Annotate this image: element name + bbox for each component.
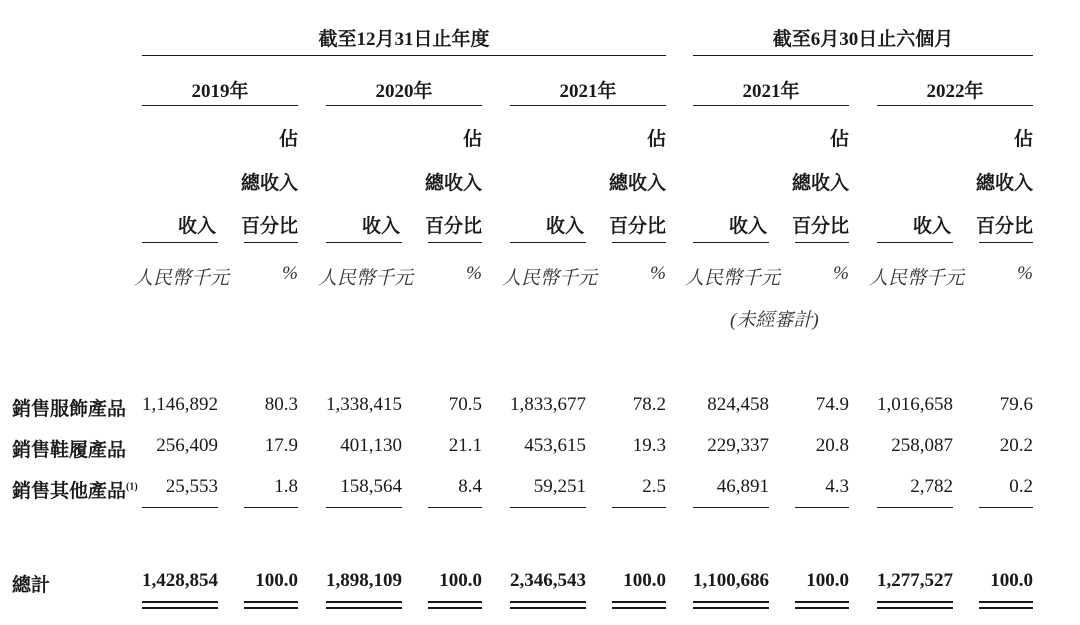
total-rule bbox=[795, 601, 849, 603]
row-label-text: 銷售鞋履產品 bbox=[12, 440, 127, 461]
subtotal-rule bbox=[326, 507, 402, 508]
revenue-header: 收入 bbox=[912, 216, 951, 237]
pct-header-line2: 總收入 bbox=[608, 173, 666, 194]
total-rule bbox=[693, 607, 769, 609]
table-cell: 19.3 bbox=[632, 435, 666, 456]
table-cell: 59,251 bbox=[533, 476, 586, 497]
table-cell: 229,337 bbox=[707, 435, 769, 456]
table-cell: 74.9 bbox=[815, 394, 849, 415]
subtotal-rule bbox=[979, 507, 1033, 508]
total-cell: 1,898,109 bbox=[326, 570, 402, 591]
pct-header-rule bbox=[795, 242, 849, 243]
pct-header-line3: 百分比 bbox=[975, 216, 1033, 237]
table-cell: 20.8 bbox=[815, 435, 849, 456]
subtotal-rule bbox=[612, 507, 666, 508]
table-cell: 1,833,677 bbox=[510, 394, 586, 415]
table-cell: 70.5 bbox=[448, 394, 482, 415]
table-cell: 453,615 bbox=[524, 435, 586, 456]
subtotal-rule bbox=[142, 507, 218, 508]
table-cell: 256,409 bbox=[156, 435, 218, 456]
pct-header-line2: 總收入 bbox=[975, 173, 1033, 194]
pct-header-line3: 百分比 bbox=[424, 216, 482, 237]
total-cell: 100.0 bbox=[806, 570, 849, 591]
subtotal-rule bbox=[795, 507, 849, 508]
row-label bbox=[12, 476, 138, 503]
total-rule bbox=[510, 607, 586, 609]
group-header-interim: 截至6月30日止六個月 bbox=[772, 29, 954, 50]
pct-header-line3: 百分比 bbox=[608, 216, 666, 237]
table-cell: 17.9 bbox=[264, 435, 298, 456]
table-cell: 25,553 bbox=[165, 476, 218, 497]
subtotal-rule bbox=[244, 507, 298, 508]
total-rule bbox=[693, 601, 769, 603]
row-label bbox=[12, 435, 126, 462]
total-rule bbox=[510, 601, 586, 603]
pct-header-rule bbox=[612, 242, 666, 243]
table-cell: 401,130 bbox=[340, 435, 402, 456]
pct-unit: % bbox=[1017, 263, 1033, 284]
table-cell: 80.3 bbox=[264, 394, 298, 415]
total-rule bbox=[795, 607, 849, 609]
total-rule bbox=[326, 607, 402, 609]
total-rule bbox=[428, 607, 482, 609]
table-cell: 2,782 bbox=[910, 476, 953, 497]
year-header: 2020年 bbox=[375, 81, 433, 102]
table-cell: 258,087 bbox=[891, 435, 953, 456]
unaudited-note: (未經審計) bbox=[730, 310, 819, 331]
revenue-header: 收入 bbox=[728, 216, 767, 237]
pct-header-rule bbox=[428, 242, 482, 243]
table-cell: 78.2 bbox=[632, 394, 666, 415]
row-label-text: 銷售其他產品 bbox=[12, 481, 127, 502]
revenue-unit: 人民幣千元 bbox=[318, 268, 414, 289]
total-rule bbox=[142, 601, 218, 603]
table-cell: 1,146,892 bbox=[142, 394, 218, 415]
total-rule bbox=[428, 601, 482, 603]
total-rule bbox=[979, 601, 1033, 603]
total-rule bbox=[612, 607, 666, 609]
total-rule bbox=[326, 601, 402, 603]
total-cell: 1,428,854 bbox=[142, 570, 218, 591]
total-cell: 1,277,527 bbox=[877, 570, 953, 591]
revenue-header: 收入 bbox=[361, 216, 400, 237]
table-cell: 158,564 bbox=[340, 476, 402, 497]
total-cell: 100.0 bbox=[255, 570, 298, 591]
pct-unit: % bbox=[833, 263, 849, 284]
table-cell: 8.4 bbox=[458, 476, 482, 497]
revenue-header-rule bbox=[877, 242, 953, 243]
pct-unit: % bbox=[282, 263, 298, 284]
revenue-unit: 人民幣千元 bbox=[502, 268, 598, 289]
total-rule bbox=[612, 601, 666, 603]
row-label bbox=[12, 394, 126, 421]
pct-unit: % bbox=[650, 263, 666, 284]
year-header: 2022年 bbox=[926, 81, 984, 102]
revenue-header-rule bbox=[693, 242, 769, 243]
group-header-annual: 截至12月31日止年度 bbox=[318, 29, 490, 50]
pct-unit: % bbox=[466, 263, 482, 284]
footnote-marker: (1) bbox=[126, 481, 138, 493]
total-rule bbox=[877, 601, 953, 603]
total-cell: 100.0 bbox=[439, 570, 482, 591]
total-rule bbox=[142, 607, 218, 609]
table-cell: 1.8 bbox=[274, 476, 298, 497]
subtotal-rule bbox=[428, 507, 482, 508]
pct-header-line1: 佔 bbox=[278, 129, 298, 150]
group-header-annual-rule bbox=[142, 55, 666, 56]
pct-header-line1: 佔 bbox=[829, 129, 849, 150]
total-cell: 100.0 bbox=[623, 570, 666, 591]
total-rule bbox=[877, 607, 953, 609]
total-cell: 1,100,686 bbox=[693, 570, 769, 591]
pct-header-rule bbox=[979, 242, 1033, 243]
table-cell: 46,891 bbox=[716, 476, 769, 497]
revenue-unit: 人民幣千元 bbox=[685, 268, 781, 289]
total-rule bbox=[979, 607, 1033, 609]
pct-header-line1: 佔 bbox=[646, 129, 666, 150]
pct-header-line1: 佔 bbox=[1013, 129, 1033, 150]
revenue-header-rule bbox=[142, 242, 218, 243]
total-cell: 100.0 bbox=[990, 570, 1033, 591]
table-cell: 4.3 bbox=[825, 476, 849, 497]
revenue-unit: 人民幣千元 bbox=[134, 268, 230, 289]
subtotal-rule bbox=[510, 507, 586, 508]
table-cell: 1,338,415 bbox=[326, 394, 402, 415]
year-header: 2019年 bbox=[191, 81, 249, 102]
pct-header-line2: 總收入 bbox=[240, 173, 298, 194]
revenue-header-rule bbox=[510, 242, 586, 243]
table-cell: 2.5 bbox=[642, 476, 666, 497]
subtotal-rule bbox=[693, 507, 769, 508]
pct-header-rule bbox=[244, 242, 298, 243]
group-header-interim-rule bbox=[693, 55, 1033, 56]
revenue-header: 收入 bbox=[545, 216, 584, 237]
total-cell: 2,346,543 bbox=[510, 570, 586, 591]
pct-header-line3: 百分比 bbox=[240, 216, 298, 237]
pct-header-line2: 總收入 bbox=[424, 173, 482, 194]
table-cell: 21.1 bbox=[448, 435, 482, 456]
year-header: 2021年 bbox=[742, 81, 800, 102]
year-rule bbox=[877, 105, 1033, 106]
pct-header-line3: 百分比 bbox=[791, 216, 849, 237]
year-rule bbox=[510, 105, 666, 106]
pct-header-line2: 總收入 bbox=[791, 173, 849, 194]
year-rule bbox=[326, 105, 482, 106]
total-rule bbox=[244, 607, 298, 609]
table-cell: 824,458 bbox=[707, 394, 769, 415]
year-rule bbox=[693, 105, 849, 106]
year-rule bbox=[142, 105, 298, 106]
revenue-header-rule bbox=[326, 242, 402, 243]
revenue-unit: 人民幣千元 bbox=[869, 268, 965, 289]
year-header: 2021年 bbox=[559, 81, 617, 102]
table-cell: 0.2 bbox=[1009, 476, 1033, 497]
row-label-text: 銷售服飾產品 bbox=[12, 399, 127, 420]
total-label: 總計 bbox=[12, 575, 51, 596]
table-cell: 20.2 bbox=[999, 435, 1033, 456]
subtotal-rule bbox=[877, 507, 953, 508]
total-rule bbox=[244, 601, 298, 603]
table-cell: 1,016,658 bbox=[877, 394, 953, 415]
table-cell: 79.6 bbox=[999, 394, 1033, 415]
pct-header-line1: 佔 bbox=[462, 129, 482, 150]
revenue-header: 收入 bbox=[177, 216, 216, 237]
